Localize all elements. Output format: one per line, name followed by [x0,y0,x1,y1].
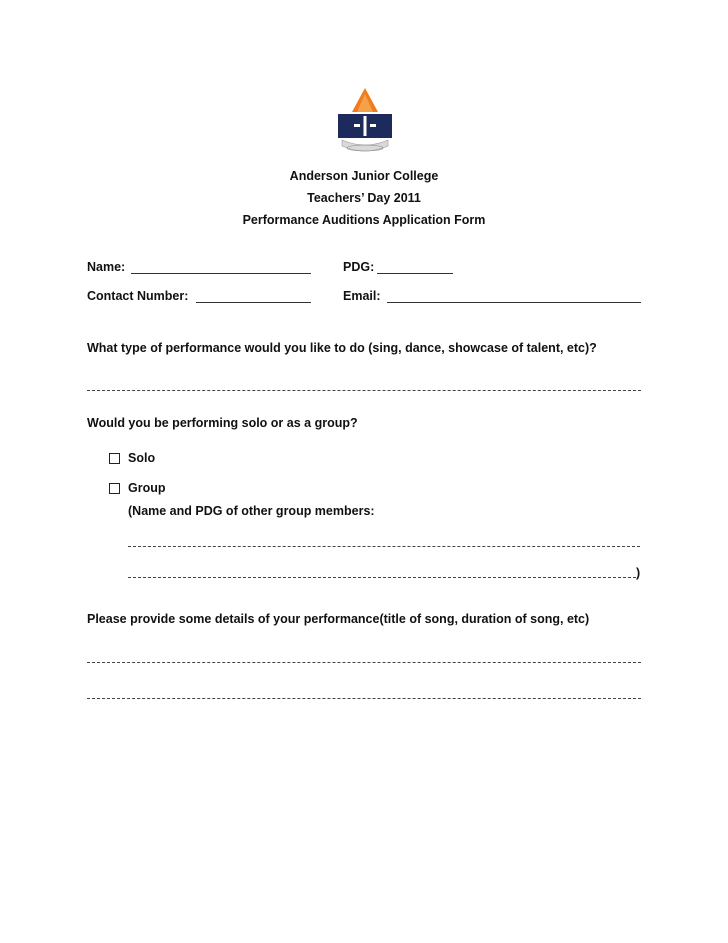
contact-number-field[interactable] [196,302,311,303]
contact-number-label: Contact Number: [87,289,189,303]
college-name: Anderson Junior College [289,169,439,183]
pdg-label: PDG: [343,260,375,274]
name-field[interactable] [131,273,311,274]
group-members-line-1[interactable] [128,546,640,547]
pdg-field[interactable] [377,273,453,274]
group-label: Group [128,481,166,495]
email-field[interactable] [387,302,641,303]
email-label: Email: [343,289,381,303]
performance-details-question: Please provide some details of your performance(title of song, duration of song, etc) [87,612,590,626]
performance-type-question: What type of performance would you like to do (sing, dance, showcase of talent, etc)? [87,341,597,355]
performance-details-line-2[interactable] [87,698,641,699]
college-crest-icon [334,86,396,160]
group-members-note: (Name and PDG of other group members: [128,504,375,518]
group-checkbox[interactable] [109,483,120,494]
form-title: Performance Auditions Application Form [242,213,486,227]
solo-checkbox[interactable] [109,453,120,464]
name-label: Name: [87,260,126,274]
performance-type-answer-line[interactable] [87,390,641,391]
performance-details-line-1[interactable] [87,662,641,663]
group-members-line-2[interactable] [128,577,636,578]
closing-paren: ) [636,566,641,580]
solo-group-question: Would you be performing solo or as a group? [87,416,358,430]
solo-label: Solo [128,451,156,465]
event-title: Teachers’ Day 2011 [307,191,421,205]
